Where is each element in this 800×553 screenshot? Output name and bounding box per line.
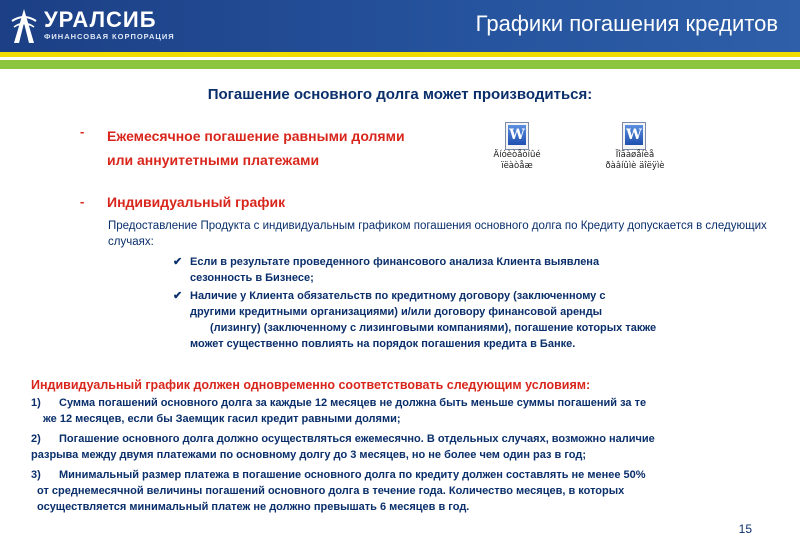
condition-item: 3) Минимальный размер платежа в погашение основного долга по кредиту должен составлять не менее 50% от среднемесячной величины погашений основного долга в течение года. Количество месяцев, в которых осуществляется минимальный платеж не должно превышать 6 месяцев в год. [31, 469, 646, 513]
bullet-individual-schedule: Индивидуальный график [107, 194, 286, 210]
bullet-dash: - [80, 124, 85, 139]
condition-number: 2) [31, 433, 41, 445]
slide-heading: Погашение основного долга может производиться: [207, 86, 593, 103]
bullet-equal-payments [107, 124, 405, 172]
logo-name: УРАЛСИБ [44, 7, 157, 32]
condition-number: 3) [31, 469, 41, 481]
icon-caption-equal[interactable]: Ïîãàøåíèå ðàâíûìè äîëÿìè [605, 150, 665, 171]
header-bar [0, 0, 800, 52]
condition-number: 1) [31, 397, 41, 409]
checkmark-icon: ✔ [173, 290, 183, 302]
uralsib-logo-icon [10, 7, 38, 45]
condition-item: 2) Погашение основного долга должно осуществляться ежемесячно. В отдельных случаях, возможно наличие разрыва между двумя платежами по основному долгу до 3 месяцев, но не более чем один раз в год; [31, 433, 655, 461]
word-document-icon[interactable] [622, 122, 646, 150]
word-document-icon[interactable] [505, 122, 529, 150]
logo-subtitle: ФИНАНСОВАЯ КОРПОРАЦИЯ [44, 32, 175, 41]
green-stripe [0, 60, 800, 69]
page-number: 15 [738, 522, 752, 536]
icon-caption-annuity[interactable]: Äíóèòåòíûé ïëàòåæ [493, 150, 541, 171]
condition-item: 1) Сумма погашений основного долга за каждые 12 месяцев не должна быть меньше суммы погашений за те же 12 месяцев, если бы Заемщик гасил кредит равными долями; [31, 397, 647, 425]
checkmark-icon: ✔ [173, 256, 183, 268]
check-item: ✔ Наличие у Клиента обязательств по кредитному договору (заключенному с другими кредитными организациями) и/или договору финансовой аренды (лизингу) (заключенному с лизинговыми компаниями), погашение которых также может существенно повлиять на порядок погашения кредита в Банке. [173, 290, 657, 350]
word-badge: W [626, 127, 642, 143]
conditions-title: Индивидуальный график должен одновременно соответствовать следующим условиям: [31, 378, 591, 392]
page-title: Графики погашения кредитов [475, 11, 778, 36]
intro-paragraph: Предоставление Продукта с индивидуальным графиком погашения основного долга по Кредиту допускается в следующих случаях: [108, 220, 767, 248]
bullet-line: или аннуитетными платежами [107, 152, 320, 168]
word-badge: W [509, 127, 525, 143]
bullet-line: Ежемесячное погашение равными долями [107, 128, 405, 144]
bullet-dash: - [80, 194, 85, 209]
check-item: ✔ Если в результате проведенного финансового анализа Клиента выявлена сезонность в Бизнесе; [173, 256, 600, 284]
